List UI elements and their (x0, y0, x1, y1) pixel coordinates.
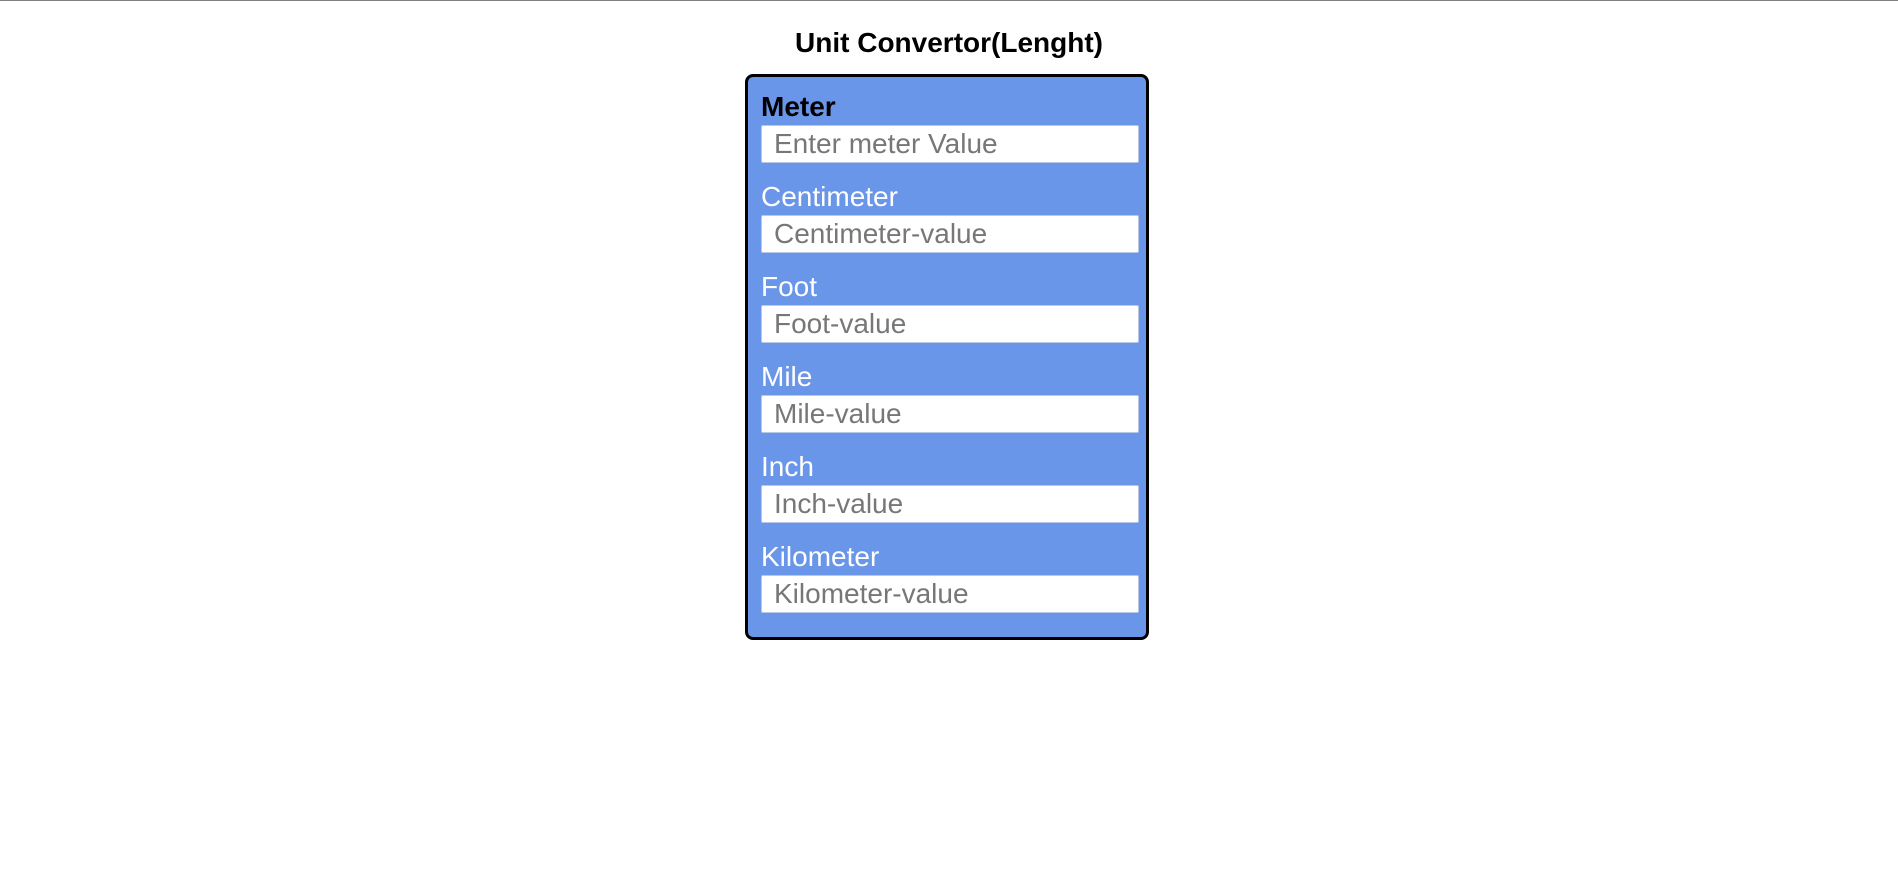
meter-field-group (761, 91, 1141, 163)
top-divider (0, 0, 1898, 1)
inch-field-group (761, 451, 1141, 523)
mile-input[interactable] (761, 395, 1139, 433)
foot-label: Foot (761, 271, 818, 302)
kilometer-input[interactable] (761, 575, 1139, 613)
kilometer-label: Kilometer (761, 541, 880, 572)
centimeter-field-group (761, 181, 1141, 253)
mile-label: Mile (761, 361, 813, 392)
converter-card (745, 74, 1149, 640)
foot-input[interactable] (761, 305, 1139, 343)
foot-field-group (761, 271, 1141, 343)
centimeter-input[interactable] (761, 215, 1139, 253)
page-title: Unit Convertor(Lenght) (795, 27, 1103, 58)
inch-label: Inch (761, 451, 814, 482)
meter-label: Meter (761, 91, 836, 122)
mile-field-group (761, 361, 1141, 433)
centimeter-label: Centimeter (761, 181, 898, 212)
meter-input[interactable] (761, 125, 1139, 163)
inch-input[interactable] (761, 485, 1139, 523)
kilometer-field-group (761, 541, 1141, 613)
